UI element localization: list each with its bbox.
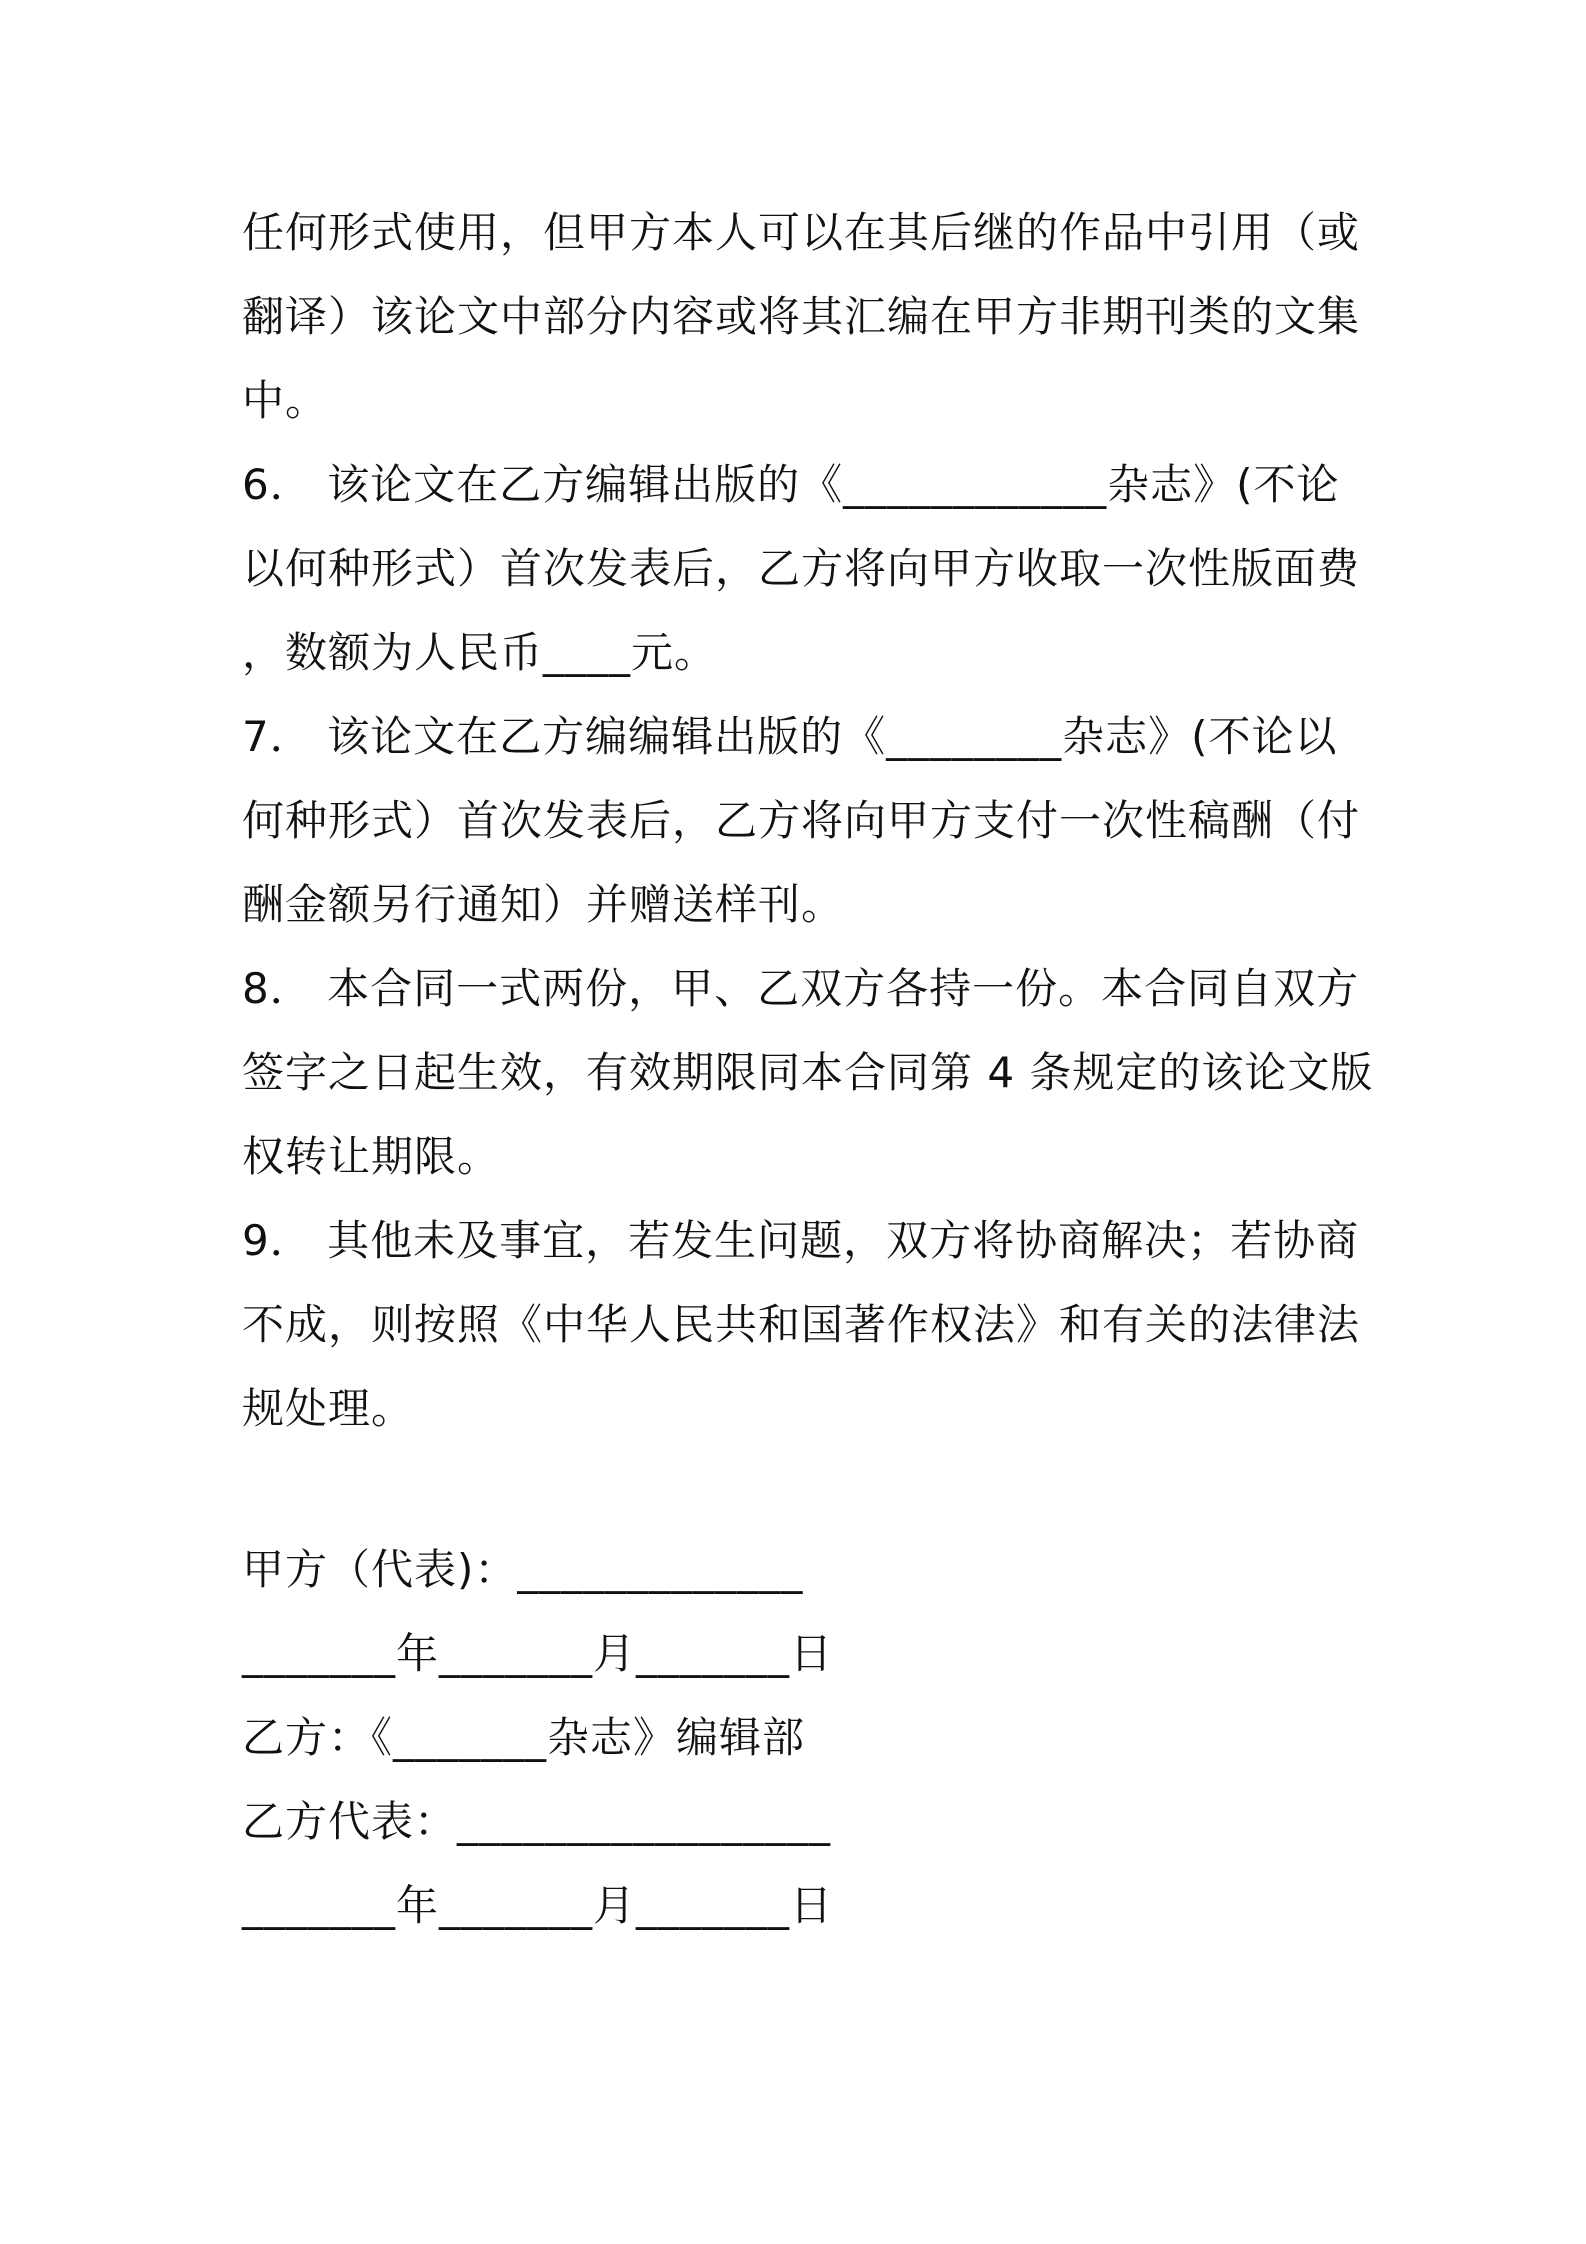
clause-7-line: 7． 该论文在乙方编编辑出版的《________杂志》(不论以 [242, 712, 1338, 761]
clause-6-line: 6． 该论文在乙方编辑出版的《____________杂志》(不论 [242, 460, 1340, 509]
clause-7-line: 何种形式）首次发表后，乙方将向甲方支付一次性稿酬（付 [242, 796, 1361, 845]
clause-8-line: 8． 本合同一式两份，甲、乙双方各持一份。本合同自双方 [242, 964, 1360, 1013]
party-b-date: _______年_______月_______日 [242, 1881, 834, 1930]
contract-body [242, 191, 1374, 1451]
party-b-name: 乙方：《_______杂志》编辑部 [242, 1713, 806, 1762]
body-line: 任何形式使用，但甲方本人可以在其后继的作品中引用（或 [242, 208, 1361, 257]
clause-6-line: ，数额为人民币____元。 [242, 628, 718, 677]
body-line: 翻译）该论文中部分内容或将其汇编在甲方非期刊类的文集 [242, 292, 1361, 341]
clause-9-line: 不成，则按照《中华人民共和国著作权法》和有关的法律法 [242, 1300, 1361, 1349]
clause-9-line: 规处理。 [242, 1384, 415, 1433]
clause-6-line: 以何种形式）首次发表后，乙方将向甲方收取一次性版面费 [242, 544, 1361, 593]
clause-8-line: 签字之日起生效，有效期限同本合同第 4 条规定的该论文版 [242, 1048, 1374, 1097]
party-b-representative: 乙方代表：_________________ [242, 1797, 832, 1846]
party-a-representative: 甲方（代表)：_____________ [242, 1545, 804, 1594]
signature-block [242, 1528, 1357, 1948]
body-line: 中。 [242, 376, 329, 425]
party-a-date: _______年_______月_______日 [242, 1629, 834, 1678]
clause-8-line: 权转让期限。 [242, 1132, 501, 1181]
clause-9-line: 9． 其他未及事宜，若发生问题，双方将协商解决；若协商 [242, 1216, 1360, 1265]
clause-7-line: 酬金额另行通知）并赠送样刊。 [242, 880, 845, 929]
